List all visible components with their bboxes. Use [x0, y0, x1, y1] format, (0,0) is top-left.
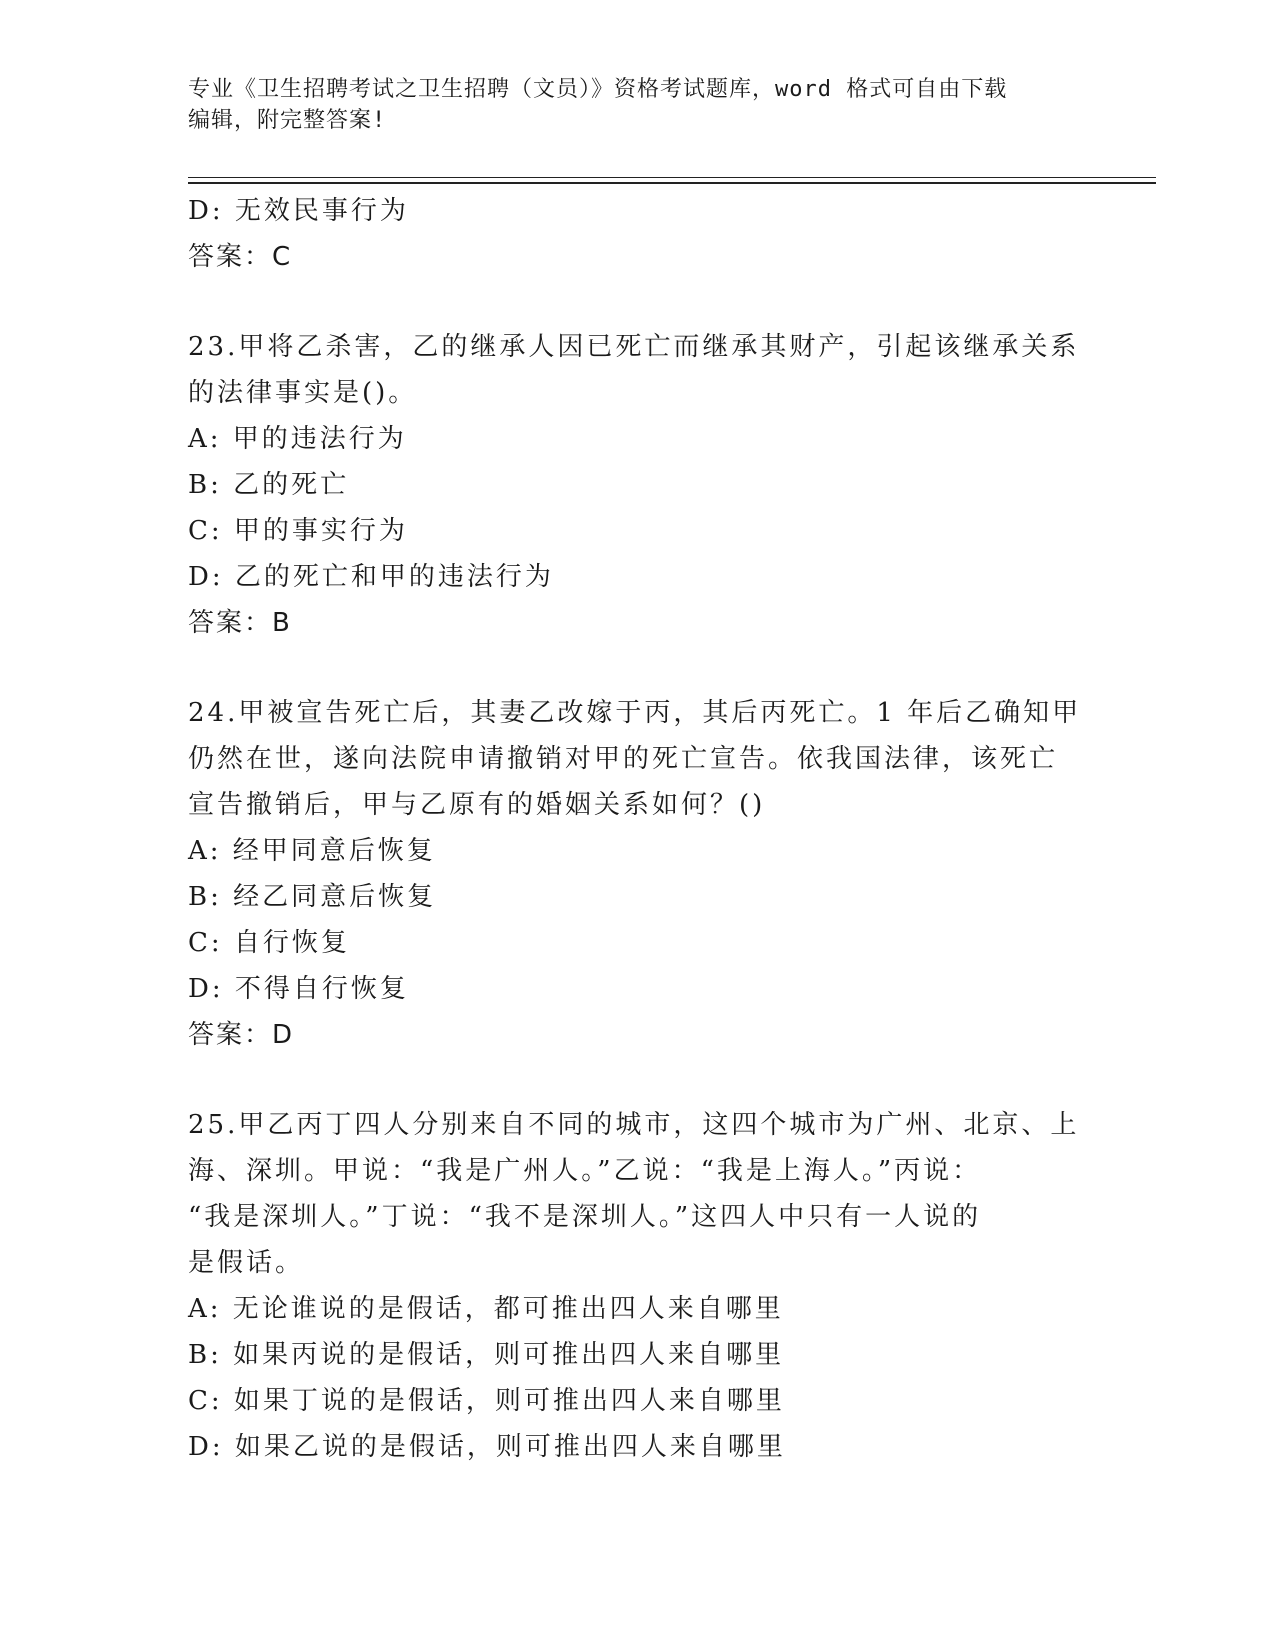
prev-answer: 答案：C — [188, 242, 293, 272]
question-25-option-d: D: 如果乙说的是假话，则可推出四人来自哪里 — [188, 1432, 786, 1462]
question-24-stem-line: 24.甲被宣告死亡后，其妻乙改嫁于丙，其后丙死亡。1 年后乙确知甲 — [188, 698, 1082, 728]
question-23-option-b: B: 乙的死亡 — [188, 470, 350, 500]
prev-option-d: D: 无效民事行为 — [188, 196, 409, 226]
question-25-stem-line: “我是深圳人。”丁说：“我不是深圳人。”这四人中只有一人说的 — [188, 1202, 982, 1232]
question-25-stem-line: 海、深圳。甲说：“我是广州人。”乙说：“我是上海人。”丙说： — [188, 1156, 982, 1186]
question-23-option-c: C: 甲的事实行为 — [188, 516, 408, 546]
question-25-option-b: B: 如果丙说的是假话，则可推出四人来自哪里 — [188, 1340, 785, 1370]
question-24-option-b: B: 经乙同意后恢复 — [188, 882, 437, 912]
header-line-2: 编辑，附完整答案! — [188, 108, 387, 133]
question-23-answer: 答案：B — [188, 608, 292, 638]
question-25-stem-line: 25.甲乙丙丁四人分别来自不同的城市，这四个城市为广州、北京、上 — [188, 1110, 1080, 1140]
header-line-1: 专业《卫生招聘考试之卫生招聘（文员）》资格考试题库，word 格式可自由下载 — [188, 77, 1008, 102]
document-body — [188, 188, 1088, 1470]
question-24-option-d: D: 不得自行恢复 — [188, 974, 409, 1004]
header-rule-thick — [188, 182, 1156, 184]
document-header — [188, 74, 1088, 136]
question-24-option-a: A: 经甲同意后恢复 — [188, 836, 436, 866]
question-25-option-c: C: 如果丁说的是假话，则可推出四人来自哪里 — [188, 1386, 785, 1416]
question-23-option-a: A: 甲的违法行为 — [188, 424, 407, 454]
question-23-stem-line: 23.甲将乙杀害，乙的继承人因已死亡而继承其财产，引起该继承关系 — [188, 332, 1080, 362]
spacer — [188, 1058, 1088, 1102]
spacer — [188, 646, 1088, 690]
question-25 — [188, 1102, 1088, 1470]
question-24 — [188, 690, 1088, 1058]
header-rule-thin — [188, 177, 1156, 178]
question-24-stem-line: 宣告撤销后，甲与乙原有的婚姻关系如何？() — [188, 790, 766, 820]
question-25-option-a: A: 无论谁说的是假话，都可推出四人来自哪里 — [188, 1294, 784, 1324]
question-23-option-d: D: 乙的死亡和甲的违法行为 — [188, 562, 554, 592]
question-23 — [188, 324, 1088, 646]
question-24-option-c: C: 自行恢复 — [188, 928, 350, 958]
spacer — [188, 280, 1088, 324]
question-24-answer: 答案：D — [188, 1020, 295, 1050]
question-25-stem-line: 是假话。 — [188, 1248, 305, 1278]
question-24-stem-line: 仍然在世，遂向法院申请撤销对甲的死亡宣告。依我国法律，该死亡 — [188, 744, 1059, 774]
question-23-stem-line: 的法律事实是()。 — [188, 378, 418, 408]
